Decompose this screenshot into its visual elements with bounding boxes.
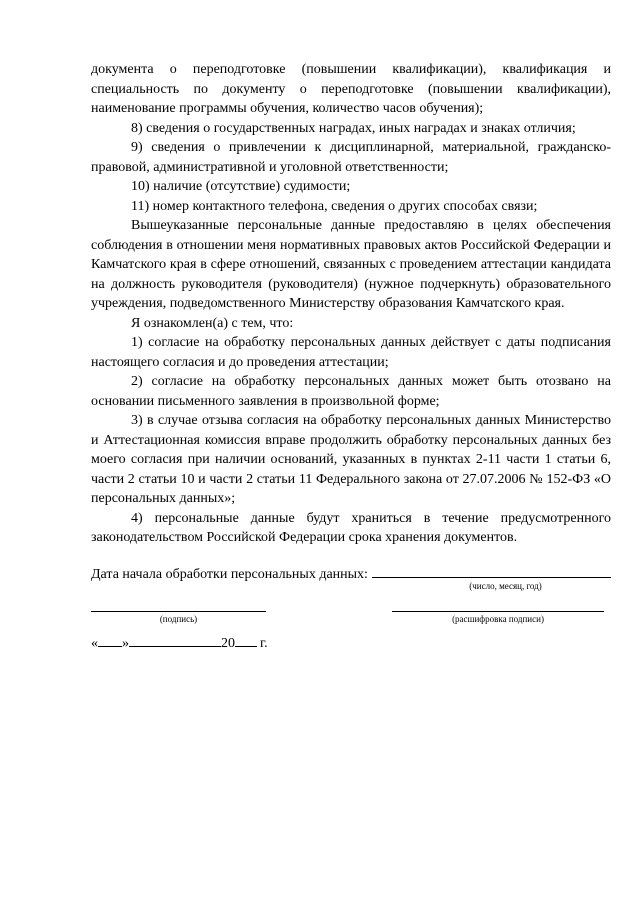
paragraph: 10) наличие (отсутствие) судимости; [131,179,351,194]
year-suffix: г. [260,636,268,651]
processing-date-caption: (число, месяц, год) [469,581,542,591]
signature-decode-field[interactable] [392,610,604,612]
paragraph: 2) согласие на обработку персональных данных может быть отозвано на основании письменного заявления в произвольной форме; [91,374,611,409]
paragraph: 11) номер контактного телефона, сведения о других способах связи; [131,198,538,214]
signature-caption: (подпись) [159,614,198,624]
day-field[interactable] [98,634,122,647]
processing-date-field[interactable] [372,563,611,578]
processing-date-row [91,563,611,583]
signature-field[interactable] [91,610,266,612]
signing-date-row [91,634,268,652]
paragraph: Я ознакомлен(а) с тем, что: [131,315,294,331]
paragraph: документа о переподготовке (повышении квалификации), квалификация и специальность по документу о переподготовке (повышении квалификации), наименование программы обучения, количество часов обучения); [91,62,611,116]
close-quote: » [122,636,129,651]
year-prefix: 20 [221,636,235,651]
document-body [91,60,611,548]
month-field[interactable] [129,634,221,647]
paragraph: 1) согласие на обработку персональных данных действует с даты подписания настоящего согласия и до проведения аттестации; [91,335,611,370]
paragraph: 4) персональные данные будут храниться в течение предусмотренного законодательством Российской Федерации срока хранения документов. [91,510,611,545]
paragraph: 3) в случае отзыва согласия на обработку персональных данных Министерство и Аттестационная комиссия вправе продолжить обработку персональных данных без моего согласия при наличии оснований, указанных в пунктах 2-11 части 1 статьи 6, части 2 статьи 10 и части 2 статьи 11 Федерального закона от 27.07.2006 № 152-ФЗ «О персональных данных»; [91,413,611,506]
paragraph: Вышеуказанные персональные данные предоставляю в целях обеспечения соблюдения в отношении меня нормативных правовых актов Российской Федерации и Камчатского края в сфере отношений, связанных с проведением аттестации кандидата на должность руководителя (руководителя) (нужное подчеркнуть) образовательного учреждения, подведомственного Министерству образования Камчатского края. [91,218,611,311]
signature-decode-caption: (расшифровка подписи) [452,614,544,624]
processing-date-label: Дата начала обработки персональных данных: [91,567,368,582]
year-field[interactable] [235,634,257,647]
paragraph: 8) сведения о государственных наградах, иных наградах и знаках отличия; [131,120,576,136]
open-quote: « [91,636,98,651]
paragraph: 9) сведения о привлечении к дисциплинарной, материальной, гражданско-правовой, административной и уголовной ответственности; [91,140,611,175]
